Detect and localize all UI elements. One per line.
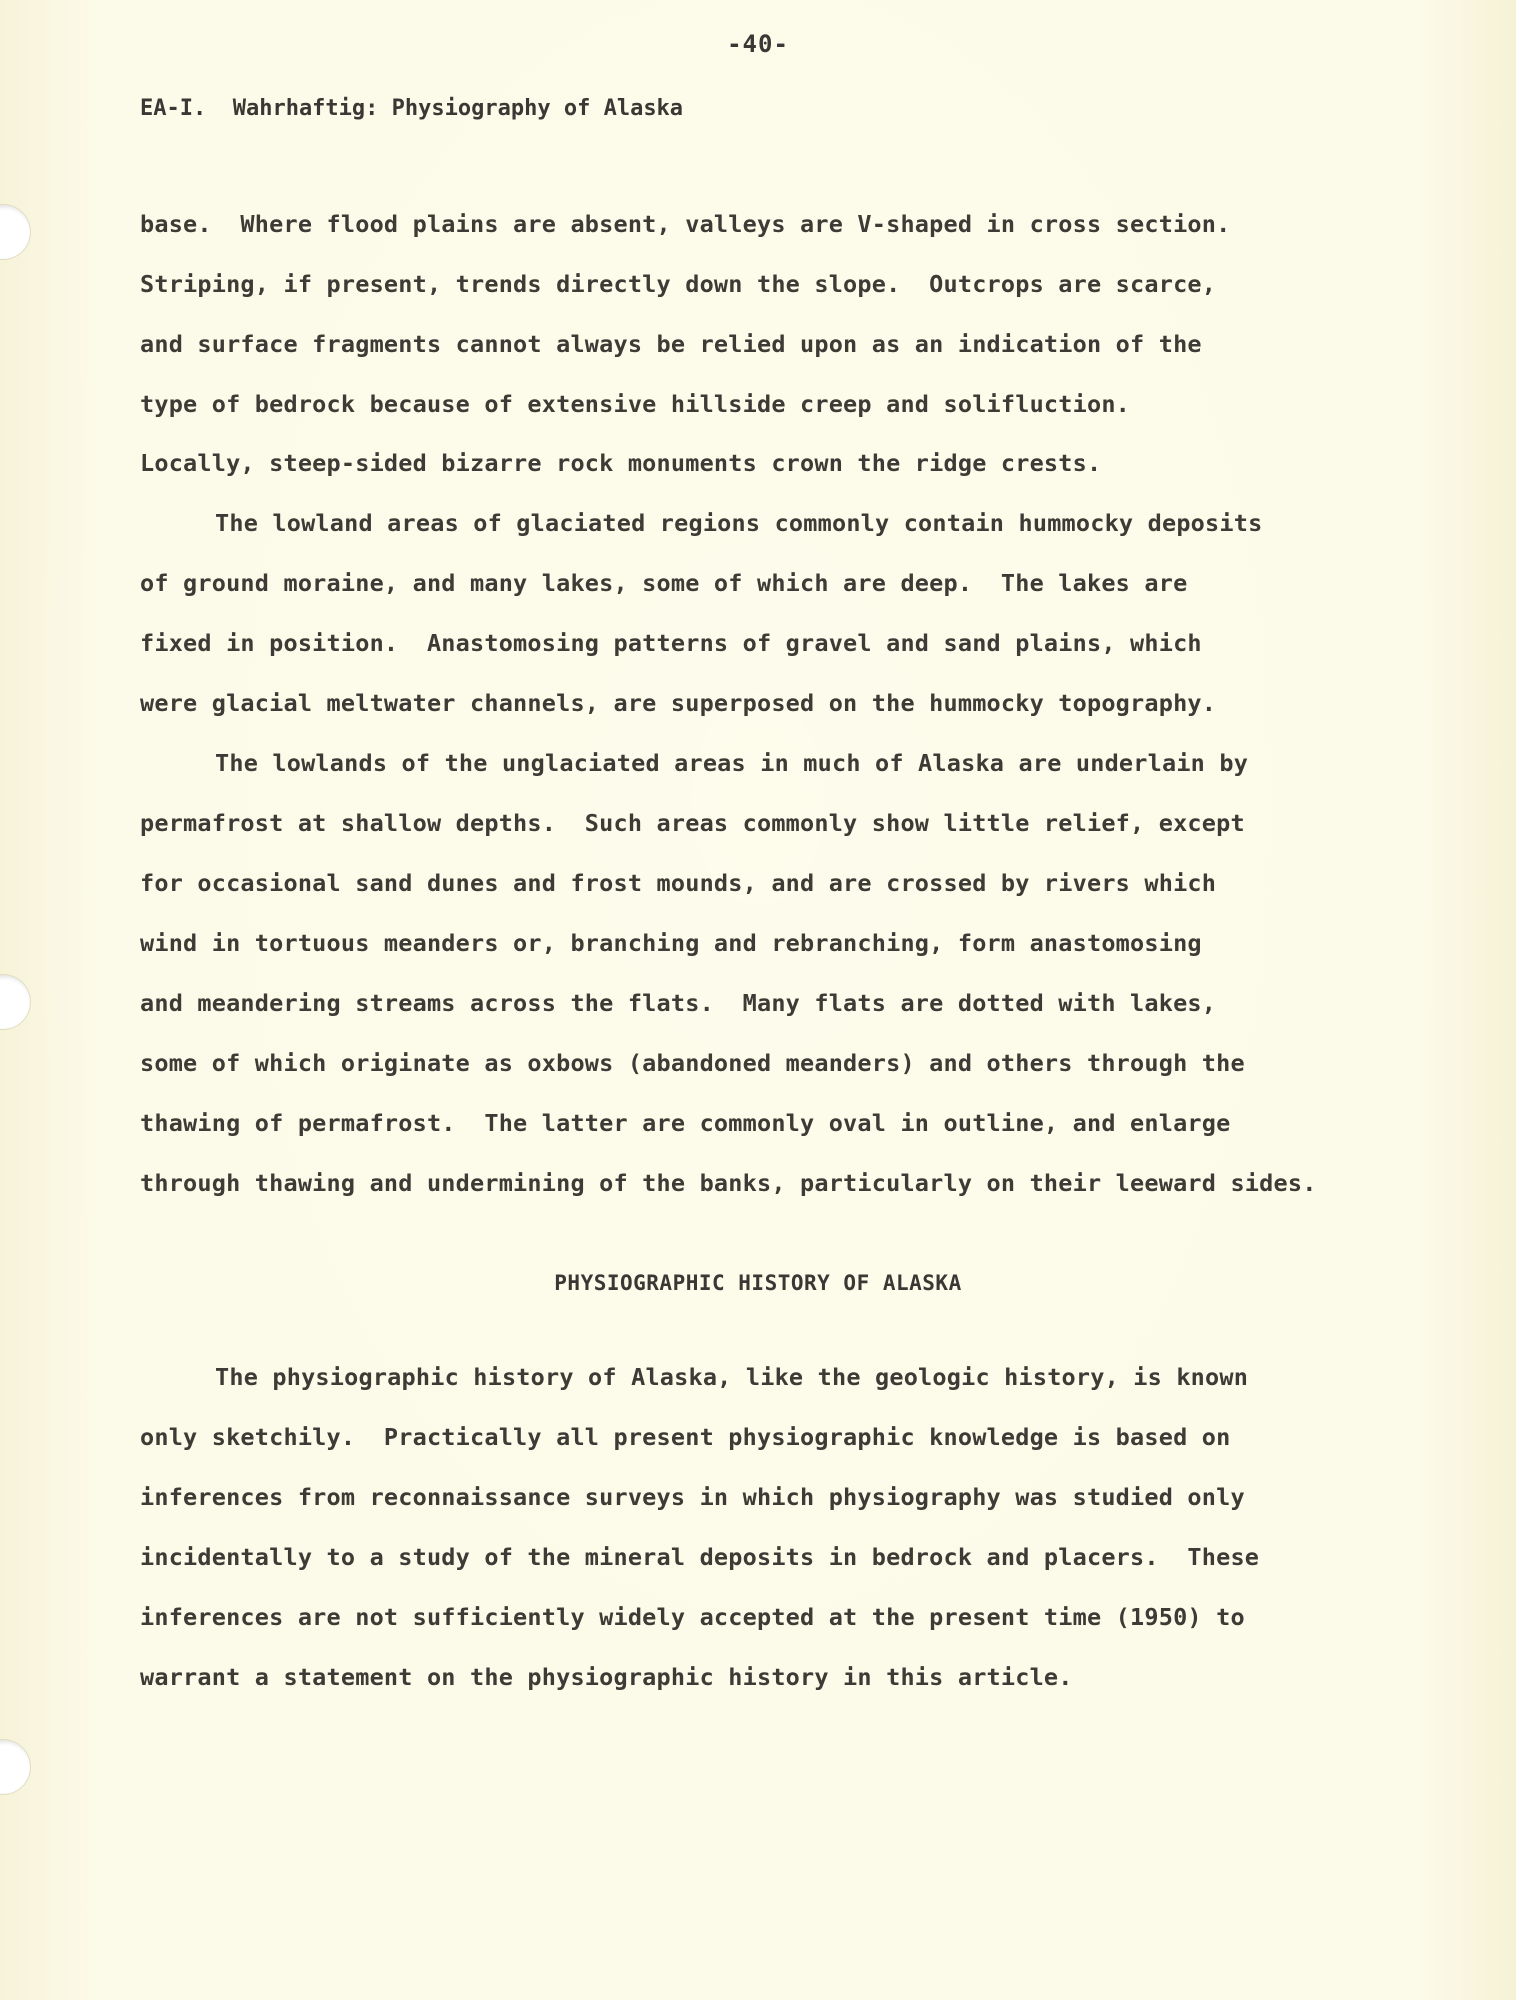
section-paragraph-line-5: inferences are not sufficiently widely accepted at the present time (1950) to xyxy=(140,1603,1245,1631)
paragraph-2-line-2: of ground moraine, and many lakes, some of which are deep. The lakes are xyxy=(140,569,1188,597)
paragraph-2-line-4: were glacial meltwater channels, are superposed on the hummocky topography. xyxy=(140,689,1217,717)
paragraph-1-line-1: base. Where flood plains are absent, valleys are V-shaped in cross section. xyxy=(140,210,1231,238)
paragraph-3-line-8: through thawing and undermining of the banks, particularly on their leeward sides. xyxy=(140,1169,1317,1197)
punch-hole-middle xyxy=(0,975,30,1029)
paragraph-1-line-3: and surface fragments cannot always be relied upon as an indication of the xyxy=(140,330,1202,358)
paragraph-3-line-1: The lowlands of the unglaciated areas in much of Alaska are underlain by xyxy=(215,749,1249,777)
paragraph-1-line-2: Striping, if present, trends directly down the slope. Outcrops are scarce, xyxy=(140,270,1217,298)
section-heading: PHYSIOGRAPHIC HISTORY OF ALASKA xyxy=(554,1271,962,1295)
paragraph-3-line-7: thawing of permafrost. The latter are commonly oval in outline, and enlarge xyxy=(140,1109,1231,1137)
paragraph-1-line-4: type of bedrock because of extensive hillside creep and solifluction. xyxy=(140,390,1131,418)
paragraph-3-line-4: wind in tortuous meanders or, branching and rebranching, form anastomosing xyxy=(140,929,1202,957)
paragraph-3-line-5: and meandering streams across the flats. Many flats are dotted with lakes, xyxy=(140,989,1217,1017)
paragraph-3-line-3: for occasional sand dunes and frost mounds, and are crossed by rivers which xyxy=(140,869,1217,897)
paragraph-2-line-1: The lowland areas of glaciated regions commonly contain hummocky deposits xyxy=(215,509,1263,537)
paragraph-1-line-5: Locally, steep-sided bizarre rock monuments crown the ridge crests. xyxy=(140,449,1102,477)
punch-hole-top xyxy=(0,205,30,259)
section-paragraph-line-1: The physiographic history of Alaska, like the geologic history, is known xyxy=(215,1363,1249,1391)
running-header: EA-I. Wahrhaftig: Physiography of Alaska xyxy=(140,96,684,121)
paragraph-2-line-3: fixed in position. Anastomosing patterns of gravel and sand plains, which xyxy=(140,629,1202,657)
punch-hole-bottom xyxy=(0,1740,30,1794)
section-paragraph-line-3: inferences from reconnaissance surveys in which physiography was studied only xyxy=(140,1483,1245,1511)
page-number: -40- xyxy=(727,30,789,58)
section-paragraph-line-2: only sketchily. Practically all present physiographic knowledge is based on xyxy=(140,1423,1231,1451)
paragraph-3-line-6: some of which originate as oxbows (abandoned meanders) and others through the xyxy=(140,1049,1245,1077)
section-paragraph-line-4: incidentally to a study of the mineral deposits in bedrock and placers. These xyxy=(140,1543,1260,1571)
paragraph-3-line-2: permafrost at shallow depths. Such areas commonly show little relief, except xyxy=(140,809,1245,837)
section-paragraph-line-6: warrant a statement on the physiographic history in this article. xyxy=(140,1663,1073,1691)
